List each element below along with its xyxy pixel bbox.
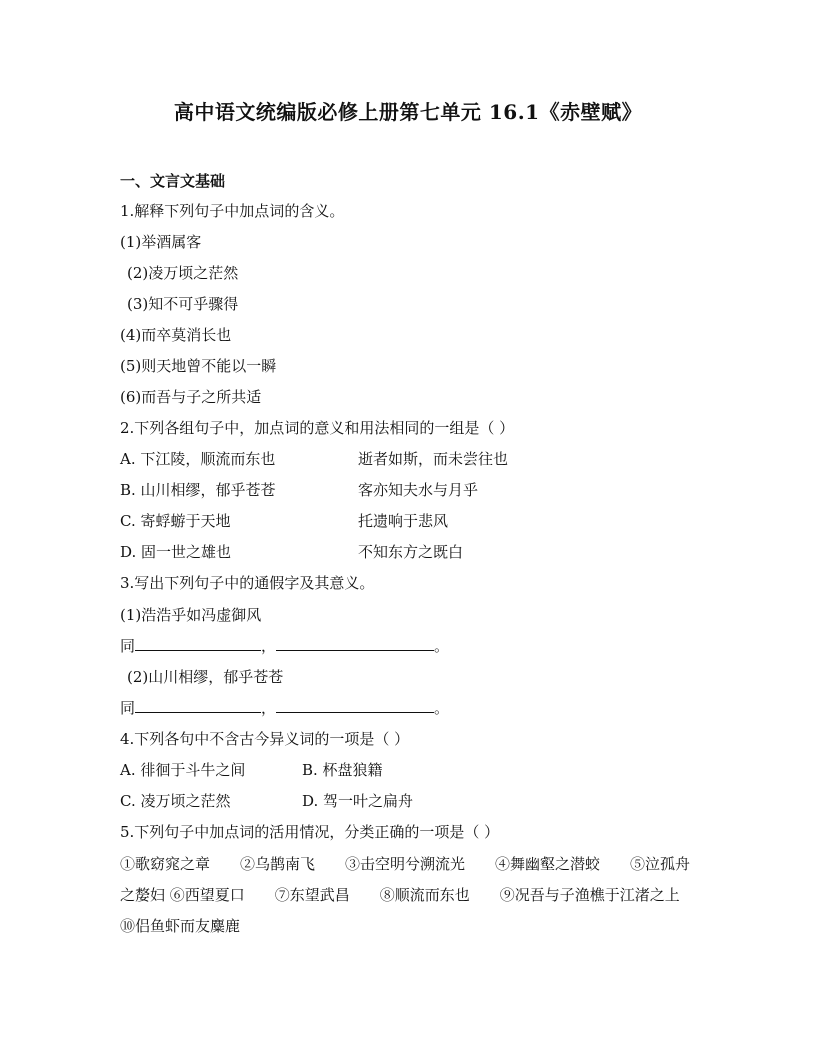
question-2-option-b: B. 山川相缪，郁乎苍苍: [120, 481, 276, 499]
question-1-item: (6)而吾与子之所共适: [120, 388, 262, 406]
question-3-answer-line: [120, 698, 449, 718]
section-heading: 一、文言文基础: [120, 172, 226, 190]
document-title: 高中语文统编版必修上册第七单元 16.1《赤壁赋》: [173, 100, 643, 124]
question-1-item: (1)举酒属客: [120, 233, 202, 251]
question-3-answer-line: [120, 636, 449, 656]
question-4-option-c: C. 凌万顷之茫然: [120, 792, 231, 810]
question-3-item: (1)浩浩乎如冯虚御风: [120, 606, 262, 624]
question-3-item: (2)山川相缪，郁乎苍苍: [127, 668, 284, 686]
answer-period: 。: [434, 637, 450, 655]
question-5-stem: 5.下列句子中加点词的活用情况，分类正确的一项是（ ）: [120, 823, 500, 841]
question-5-items-line: ①歌窈窕之章 ②乌鹊南飞 ③击空明兮溯流光 ④舞幽壑之潜蛟 ⑤泣孤舟: [120, 855, 691, 873]
question-1-item: (5)则天地曾不能以一瞬: [120, 357, 277, 375]
question-3-stem: 3.写出下列句子中的通假字及其意义。: [120, 574, 375, 592]
question-2-option-a-pair: 逝者如斯，而未尝往也: [358, 450, 509, 468]
question-2-option-a: A. 下江陵，顺流而东也: [120, 450, 276, 468]
question-2-option-d: D. 固一世之雄也: [120, 543, 232, 561]
answer-blank[interactable]: [135, 698, 261, 713]
question-4-option-b: B. 杯盘狼籍: [302, 761, 383, 779]
answer-comma: ，: [261, 699, 277, 717]
answer-blank[interactable]: [135, 636, 261, 651]
answer-blank[interactable]: [276, 636, 434, 651]
question-2-option-d-pair: 不知东方之既白: [358, 543, 464, 561]
answer-prefix: 同: [120, 637, 136, 655]
answer-period: 。: [434, 699, 450, 717]
question-1-stem: 1.解释下列句子中加点词的含义。: [120, 202, 345, 220]
answer-comma: ，: [261, 637, 277, 655]
answer-blank[interactable]: [276, 698, 434, 713]
question-1-item: (2)凌万顷之茫然: [127, 264, 239, 282]
question-2-option-c-pair: 托遗响于悲风: [358, 512, 449, 530]
question-2-stem: 2.下列各组句子中，加点词的意义和用法相同的一组是（ ）: [120, 419, 515, 437]
question-5-items-line: 之嫠妇 ⑥西望夏口 ⑦东望武昌 ⑧顺流而东也 ⑨况吾与子渔樵于江渚之上: [120, 886, 680, 904]
question-1-item: (4)而卒莫消长也: [120, 326, 232, 344]
question-1-item: (3)知不可乎骤得: [127, 295, 239, 313]
question-4-option-d: D. 驾一叶之扁舟: [302, 792, 414, 810]
question-2-option-b-pair: 客亦知夫水与月乎: [358, 481, 479, 499]
question-2-option-c: C. 寄蜉蝣于天地: [120, 512, 231, 530]
question-4-stem: 4.下列各句中不含古今异义词的一项是（ ）: [120, 730, 410, 748]
answer-prefix: 同: [120, 699, 136, 717]
question-5-items-line: ⑩侣鱼虾而友麋鹿: [120, 917, 241, 935]
question-4-option-a: A. 徘徊于斗牛之间: [120, 761, 246, 779]
